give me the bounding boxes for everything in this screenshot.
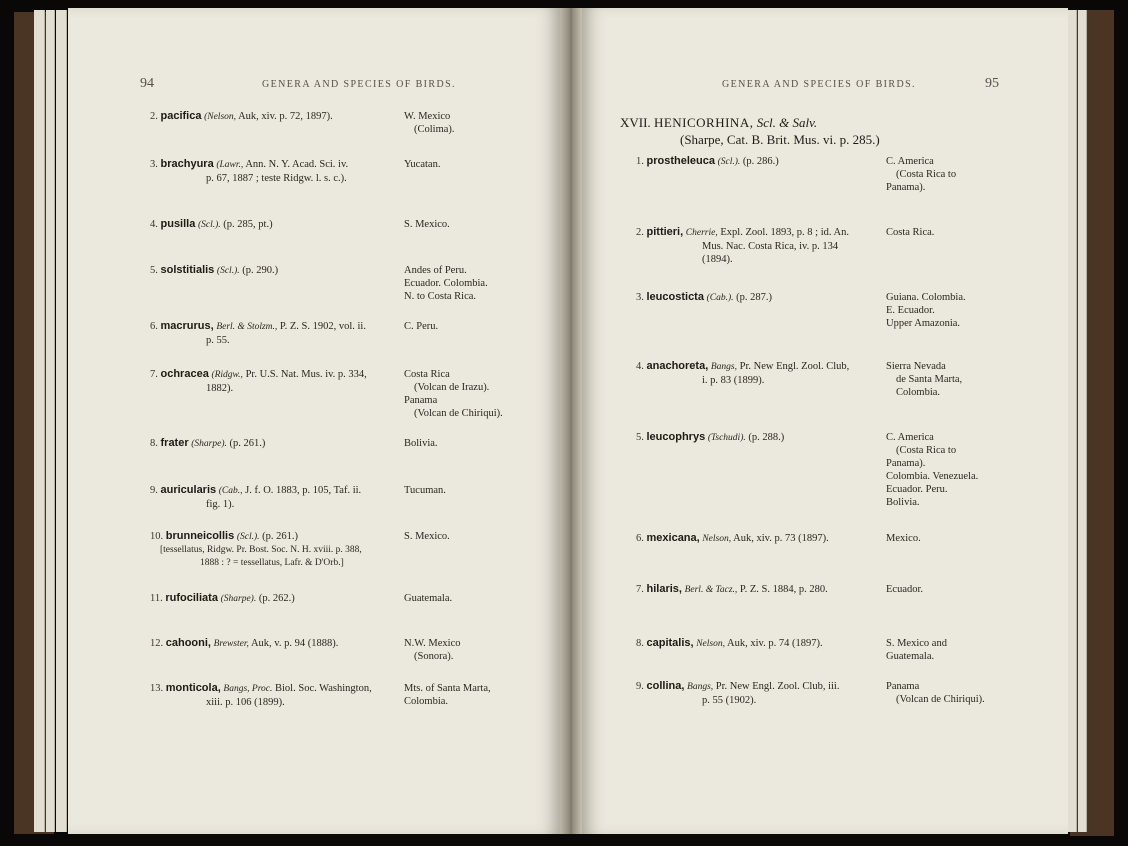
- species-number: 2.: [150, 111, 158, 122]
- species-reference: Pr. New Engl. Zool. Club,: [739, 361, 850, 372]
- species-number: 4.: [150, 219, 158, 230]
- citation-line: [636, 226, 881, 240]
- range-line: Guiana. Colombia.: [886, 292, 966, 303]
- citation-continuation: Mus. Nac. Costa Rica, iv. p. 134: [702, 241, 839, 252]
- species-reference: Ann. N. Y. Acad. Sci. iv.: [245, 159, 349, 170]
- species-citation: [150, 264, 395, 278]
- species-entry: [636, 680, 996, 740]
- range-line: Colombia. Venezuela.: [886, 471, 979, 482]
- species-range: [886, 360, 962, 399]
- range-line: (Volcan de Irazu).: [414, 382, 490, 393]
- species-name: anachoreta,: [646, 360, 709, 372]
- species-citation: [150, 218, 395, 232]
- citation-line: [636, 360, 881, 374]
- species-number: 12.: [150, 638, 164, 649]
- species-reference: Expl. Zool. 1893, p. 8 ; id. An.: [720, 227, 849, 238]
- range-line: Ecuador. Colombia.: [404, 278, 488, 289]
- species-reference: (p. 288.): [748, 432, 785, 443]
- range-line: Yucatan.: [404, 159, 441, 170]
- species-entry: [150, 368, 510, 428]
- genus-reference: (Sharpe, Cat. B. Brit. Mus. vi. p. 285.): [680, 132, 880, 147]
- species-citation: [150, 637, 395, 651]
- species-author: (Scl.).: [236, 532, 260, 542]
- citation-line: [636, 291, 881, 305]
- species-number: 11.: [150, 593, 163, 604]
- species-author: Nelson,: [696, 639, 725, 649]
- species-range: [404, 158, 440, 171]
- range-line: de Santa Marta,: [896, 374, 963, 385]
- species-citation: [150, 484, 395, 511]
- species-reference: (p. 287.): [736, 292, 773, 303]
- species-reference: Biol. Soc. Washington,: [275, 683, 372, 694]
- citation-line: [150, 637, 395, 651]
- species-name: prostheleuca: [646, 155, 715, 167]
- range-line: (Costa Rica to: [896, 169, 957, 180]
- species-citation: [636, 532, 881, 546]
- page-edge-left-2: [46, 10, 55, 832]
- species-entry: [150, 682, 510, 742]
- range-line: Costa Rica.: [886, 227, 935, 238]
- page-edge-right-2: [1078, 10, 1087, 832]
- species-name: monticola,: [165, 682, 221, 694]
- citation-line: [636, 431, 881, 445]
- left-running-header: GENERA AND SPECIES OF BIRDS.: [262, 79, 456, 90]
- species-author: (Sharpe).: [220, 594, 257, 604]
- range-line: N. to Costa Rica.: [404, 291, 477, 302]
- range-line: Mts. of Santa Marta,: [404, 683, 491, 694]
- species-number: 3.: [150, 159, 158, 170]
- species-reference: Auk, xiv. p. 72, 1897).: [238, 111, 333, 122]
- species-number: 5.: [636, 432, 644, 443]
- species-name: capitalis,: [646, 637, 694, 649]
- species-name: rufociliata: [165, 592, 218, 604]
- species-citation: [150, 158, 395, 185]
- species-author: (Sharpe).: [191, 439, 227, 449]
- genus-name: HENICORHINA,: [653, 115, 754, 130]
- left-page-number: 94: [140, 76, 154, 91]
- species-range: [886, 637, 947, 663]
- citation-line: [150, 218, 395, 232]
- species-range: [404, 218, 450, 231]
- species-reference: (p. 285, pt.): [223, 219, 273, 230]
- species-number: 10.: [150, 531, 164, 542]
- range-line: S. Mexico.: [404, 219, 450, 230]
- species-name: brachyura: [160, 158, 214, 170]
- species-name: solstitialis: [160, 264, 215, 276]
- species-author: (Cab.,: [218, 486, 243, 496]
- species-name: pittieri,: [646, 226, 684, 238]
- genus-numeral: XVII.: [620, 115, 651, 130]
- species-author: Berl. & Stolzm.,: [216, 322, 278, 332]
- species-entry: [636, 431, 996, 508]
- species-reference: P. Z. S. 1884, p. 280.: [739, 584, 828, 595]
- species-entry: [636, 583, 996, 643]
- species-reference: (p. 262.): [258, 593, 295, 604]
- citation-line: [150, 368, 395, 382]
- citation-line: [150, 264, 395, 278]
- range-line: Bolivia.: [886, 497, 920, 508]
- citation-line: [636, 583, 881, 597]
- species-number: 9.: [636, 681, 644, 692]
- species-author: Bangs,: [687, 682, 714, 692]
- species-reference: (p. 286.): [742, 156, 779, 167]
- range-line: Panama).: [886, 182, 926, 193]
- species-range: [404, 368, 503, 420]
- species-number: 13.: [150, 683, 164, 694]
- citation-continuation: xiii. p. 106 (1899).: [206, 697, 285, 708]
- range-line: S. Mexico and: [886, 638, 947, 649]
- species-author: Brewster,: [213, 639, 249, 649]
- species-citation: [636, 431, 881, 445]
- species-range: [404, 264, 488, 303]
- range-line: Costa Rica: [404, 369, 450, 380]
- species-range: [886, 291, 966, 330]
- species-range: [886, 532, 921, 545]
- species-citation: [636, 155, 881, 169]
- species-citation: [150, 592, 395, 606]
- species-number: 3.: [636, 292, 644, 303]
- species-name: brunneicollis: [165, 530, 235, 542]
- citation-continuation: 1882).: [206, 383, 234, 394]
- right-page-number: 95: [985, 76, 999, 91]
- species-reference: (p. 261.): [262, 531, 299, 542]
- citation-continuation: p. 55.: [206, 335, 230, 346]
- species-range: [404, 637, 460, 663]
- citation-continuation: fig. 1).: [206, 499, 235, 510]
- genus-heading: [620, 114, 880, 148]
- range-line: (Costa Rica to: [896, 445, 957, 456]
- species-citation: [636, 637, 881, 651]
- range-line: Upper Amazonia.: [886, 318, 961, 329]
- range-line: C. Peru.: [404, 321, 439, 332]
- species-author: (Scl.).: [197, 220, 221, 230]
- range-line: Andes of Peru.: [404, 265, 467, 276]
- citation-line: [636, 155, 881, 169]
- species-citation: [636, 226, 881, 266]
- range-line: Ecuador. Peru.: [886, 484, 948, 495]
- species-reference: P. Z. S. 1902, vol. ii.: [279, 321, 366, 332]
- citation-line: [150, 530, 395, 544]
- citation-line: [150, 437, 395, 451]
- species-citation: [150, 437, 395, 451]
- range-line: (Sonora).: [414, 651, 454, 662]
- species-name: pusilla: [160, 218, 196, 230]
- species-author: Cherrie,: [685, 228, 718, 238]
- range-line: (Colima).: [414, 124, 455, 135]
- species-author: (Tschudi).: [707, 433, 746, 443]
- synonym-note: [tessellatus, Ridgw. Pr. Bost. Soc. N. H. xviii. p. 388,: [160, 545, 362, 555]
- species-name: cahooni,: [165, 637, 211, 649]
- species-reference: Pr. New Engl. Zool. Club, iii.: [715, 681, 840, 692]
- species-citation: [636, 291, 881, 305]
- species-citation: [150, 530, 395, 570]
- species-reference: Pr. U.S. Nat. Mus. iv. p. 334,: [245, 369, 367, 380]
- range-line: Guatemala.: [404, 593, 453, 604]
- species-range: [404, 320, 438, 333]
- species-entry: [150, 530, 510, 590]
- species-number: 6.: [150, 321, 158, 332]
- right-running-header: GENERA AND SPECIES OF BIRDS.: [722, 79, 916, 90]
- range-line: Guatemala.: [886, 651, 935, 662]
- species-range: [404, 484, 446, 497]
- citation-continuation: p. 67, 1887 ; teste Ridgw. l. s. c.).: [206, 173, 347, 184]
- species-citation: [636, 680, 881, 707]
- species-range: [404, 437, 438, 450]
- species-range: [886, 431, 978, 509]
- range-line: (Volcan de Chiriqui).: [414, 408, 503, 419]
- species-reference: Auk, xiv. p. 74 (1897).: [727, 638, 823, 649]
- species-range: [886, 226, 934, 239]
- species-number: 1.: [636, 156, 644, 167]
- range-line: Bolivia.: [404, 438, 438, 449]
- citation-line: [150, 592, 395, 606]
- range-line: C. America: [886, 156, 934, 167]
- range-line: Panama).: [886, 458, 926, 469]
- species-name: frater: [160, 437, 189, 449]
- range-line: N.W. Mexico: [404, 638, 461, 649]
- range-line: Mexico.: [886, 533, 921, 544]
- range-line: (Volcan de Chiriqui).: [896, 694, 985, 705]
- species-name: auricularis: [160, 484, 217, 496]
- species-number: 5.: [150, 265, 158, 276]
- species-number: 8.: [150, 438, 158, 449]
- species-number: 4.: [636, 361, 644, 372]
- species-citation: [150, 368, 395, 395]
- species-author: (Nelson,: [204, 112, 237, 122]
- species-author: (Ridgw.,: [211, 370, 243, 380]
- species-range: [404, 110, 455, 136]
- species-number: 7.: [150, 369, 158, 380]
- book-gutter: [560, 8, 582, 834]
- species-citation: [150, 320, 395, 347]
- species-entry: [636, 360, 996, 420]
- citation-line: [150, 320, 395, 334]
- range-line: W. Mexico: [404, 111, 451, 122]
- species-entry: [150, 264, 510, 324]
- species-name: collina,: [646, 680, 685, 692]
- species-reference: Auk, xiv. p. 73 (1897).: [733, 533, 829, 544]
- citation-continuation: (1894).: [702, 254, 733, 265]
- range-line: Panama: [404, 395, 438, 406]
- species-name: leucosticta: [646, 291, 704, 303]
- species-citation: [636, 583, 881, 597]
- species-author: Nelson,: [702, 534, 732, 544]
- page-edge-left-3: [56, 10, 67, 832]
- species-author: Bangs, Proc.: [223, 684, 273, 694]
- species-entry: [150, 158, 510, 218]
- species-author: (Lawr.,: [216, 160, 244, 170]
- species-entry: [636, 155, 996, 215]
- species-reference: J. f. O. 1883, p. 105, Taf. ii.: [245, 485, 362, 496]
- citation-continuation: p. 55 (1902).: [702, 695, 757, 706]
- species-range: [404, 592, 452, 605]
- species-range: [404, 682, 491, 708]
- citation-line: [636, 637, 881, 651]
- species-entry: [636, 291, 996, 351]
- range-line: Panama: [886, 681, 920, 692]
- species-author: Bangs,: [710, 362, 737, 372]
- citation-line: [636, 680, 881, 694]
- species-name: hilaris,: [646, 583, 682, 595]
- species-entry: [636, 226, 996, 286]
- species-author: Berl. & Tacz.,: [684, 585, 738, 595]
- synonym-note: 1888 : ? = tessellatus, Lafr. & D'Orb.]: [200, 558, 344, 568]
- species-range: [886, 583, 923, 596]
- citation-line: [150, 682, 395, 696]
- species-reference: Auk, v. p. 94 (1888).: [250, 638, 339, 649]
- species-name: pacifica: [160, 110, 202, 122]
- species-number: 8.: [636, 638, 644, 649]
- citation-continuation: i. p. 83 (1899).: [702, 375, 765, 386]
- range-line: C. America: [886, 432, 934, 443]
- species-author: (Scl.).: [717, 157, 741, 167]
- species-range: [404, 530, 450, 543]
- range-line: Ecuador.: [886, 584, 924, 595]
- range-line: Sierra Nevada: [886, 361, 946, 372]
- species-author: (Scl.).: [216, 266, 240, 276]
- citation-line: [150, 110, 395, 124]
- species-number: 2.: [636, 227, 644, 238]
- range-line: Colombia.: [404, 696, 449, 707]
- species-number: 9.: [150, 485, 158, 496]
- range-line: E. Ecuador.: [886, 305, 935, 316]
- species-name: mexicana,: [646, 532, 700, 544]
- species-name: macrurus,: [160, 320, 214, 332]
- species-reference: (p. 261.): [229, 438, 266, 449]
- species-range: [886, 680, 985, 706]
- species-citation: [636, 360, 881, 387]
- species-author: (Cab.).: [706, 293, 734, 303]
- page-edge-right: [1068, 10, 1077, 832]
- species-number: 6.: [636, 533, 644, 544]
- species-citation: [150, 110, 395, 124]
- species-number: 7.: [636, 584, 644, 595]
- species-name: ochracea: [160, 368, 209, 380]
- citation-line: [636, 532, 881, 546]
- species-reference: (p. 290.): [242, 265, 279, 276]
- species-range: [886, 155, 956, 194]
- citation-line: [150, 158, 395, 172]
- citation-line: [150, 484, 395, 498]
- species-citation: [150, 682, 395, 709]
- genus-authors: Scl. & Salv.: [756, 115, 818, 130]
- range-line: Colombia.: [896, 387, 941, 398]
- species-name: leucophrys: [646, 431, 706, 443]
- range-line: S. Mexico.: [404, 531, 450, 542]
- page-edge-left: [34, 10, 45, 832]
- range-line: Tucuman.: [404, 485, 446, 496]
